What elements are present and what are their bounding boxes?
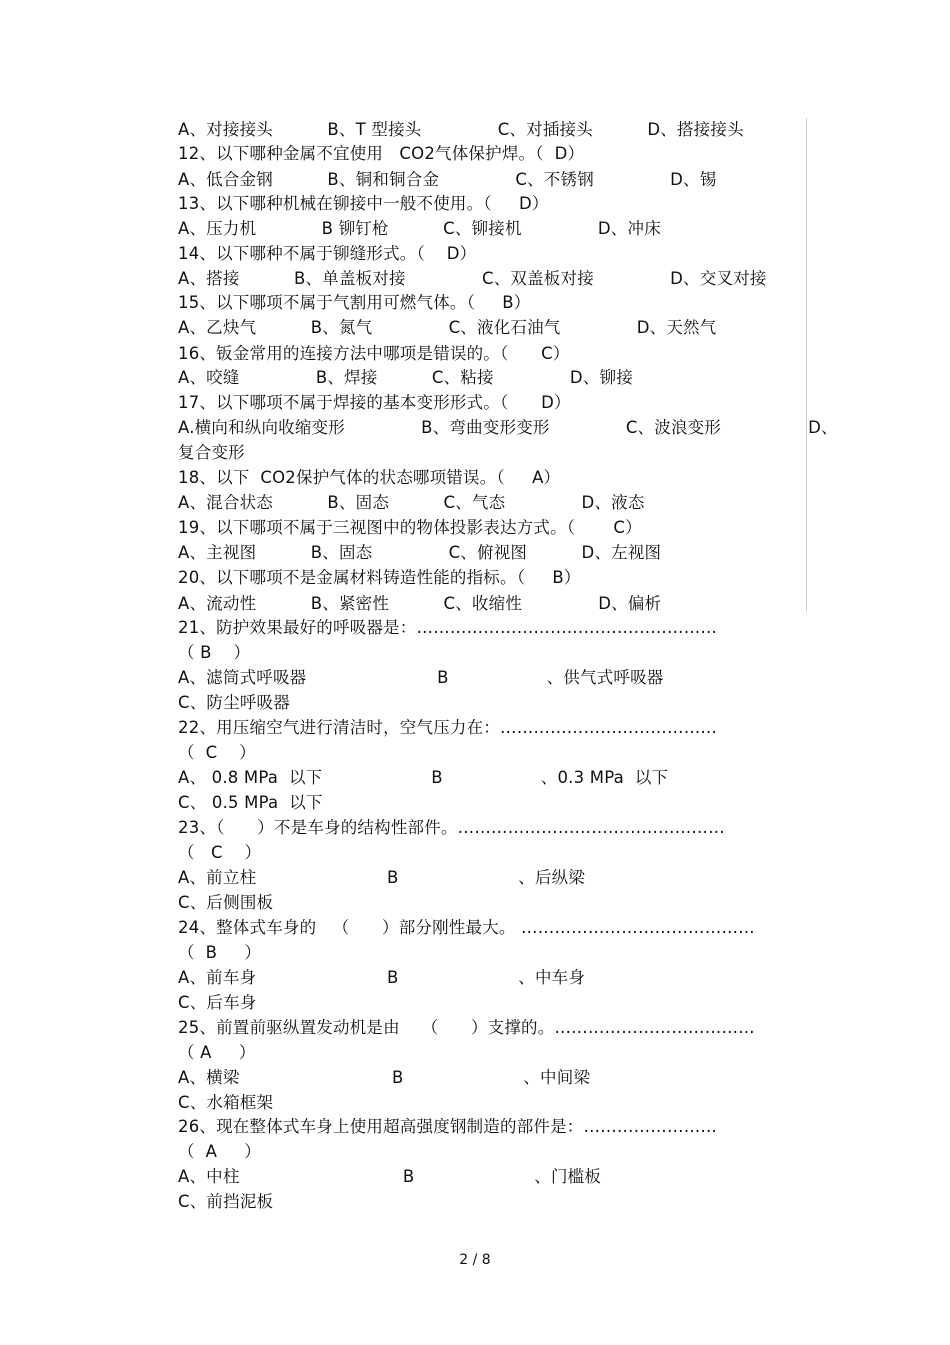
text-line: A、压力机 B 铆钉枪 C、铆接机 D、冲床: [178, 219, 661, 238]
text-line: 16、钣金常用的连接方法中哪项是错误的。（ C）: [178, 344, 570, 363]
page-number: 2 / 8: [459, 1252, 491, 1268]
text-line: 24、整体式车身的 （ ）部分刚性最大。 ……………………………………: [178, 918, 755, 937]
text-line: C、防尘呼吸器: [178, 693, 290, 712]
text-line: （ B ）: [178, 643, 251, 662]
column-rule: [806, 118, 807, 612]
text-line: 21、防护效果最好的呼吸器是：………………………………………………: [178, 618, 718, 637]
text-line: （ C ）: [178, 843, 262, 862]
text-line: C、后侧围板: [178, 893, 274, 912]
text-line: A.横向和纵向收缩变形 B、弯曲变形变形 C、波浪变形 D、: [178, 418, 838, 437]
text-line: A、搭接 B、单盖板对接 C、双盖板对接 D、交叉对接: [178, 269, 767, 288]
text-line: 13、以下哪种机械在铆接中一般不使用。（ D）: [178, 194, 549, 213]
text-line: A、前车身 B 、中车身: [178, 968, 586, 987]
text-line: （ B ）: [178, 943, 262, 962]
text-line: 12、以下哪种金属不宜使用 CO2气体保护焊。（ D）: [178, 144, 585, 163]
text-line: A、混合状态 B、固态 C、气态 D、液态: [178, 493, 645, 512]
text-line: C、水箱框架: [178, 1093, 274, 1112]
text-line: 14、以下哪种不属于铆缝形式。（ D）: [178, 244, 477, 263]
text-line: A、乙炔气 B、氮气 C、液化石油气 D、天然气: [178, 318, 717, 337]
text-line: 18、以下 CO2保护气体的状态哪项错误。（ A）: [178, 468, 561, 487]
text-line: A、咬缝 B、焊接 C、粘接 D、铆接: [178, 368, 633, 387]
text-line: A、流动性 B、紧密性 C、收缩性 D、偏析: [178, 594, 662, 613]
text-line: C、 0.5 MPa 以下: [178, 793, 323, 812]
text-line: （ A ）: [178, 1043, 256, 1062]
text-line: A、 0.8 MPa 以下 B 、0.3 MPa 以下: [178, 768, 669, 787]
text-line: 26、现在整体式车身上使用超高强度钢制造的部件是：……………………: [178, 1117, 718, 1136]
text-line: A、滤筒式呼吸器 B 、供气式呼吸器: [178, 668, 664, 687]
text-line: A、前立柱 B 、后纵梁: [178, 868, 586, 887]
text-line: 22、用压缩空气进行清洁时，空气压力在：…………………………………: [178, 718, 718, 737]
text-line: 25、前置前驱纵置发动机是由 （ ）支撑的。………………………………: [178, 1018, 755, 1037]
text-line: 20、以下哪项不是金属材料铸造性能的指标。（ B）: [178, 568, 581, 587]
text-line: A、对接接头 B、T 型接头 C、对插接头 D、搭接接头: [178, 120, 744, 139]
text-line: 23、（ ）不是车身的结构性部件。…………………………………………: [178, 818, 725, 837]
text-line: （ C ）: [178, 743, 256, 762]
text-line: C、前挡泥板: [178, 1192, 274, 1211]
text-line: A、中柱 B 、门槛板: [178, 1167, 602, 1186]
text-line: 17、以下哪项不属于焊接的基本变形形式。（ D）: [178, 393, 571, 412]
text-line: A、横梁 B 、中间梁: [178, 1068, 591, 1087]
text-line: A、低合金钢 B、铜和铜合金 C、不锈钢 D、锡: [178, 170, 717, 189]
text-line: C、后车身: [178, 993, 257, 1012]
text-line: A、主视图 B、固态 C、俯视图 D、左视图: [178, 543, 662, 562]
text-line: 复合变形: [178, 443, 245, 462]
text-line: （ A ）: [178, 1142, 262, 1161]
text-line: 19、以下哪项不属于三视图中的物体投影表达方式。（ C）: [178, 518, 642, 537]
text-line: 15、以下哪项不属于气割用可燃气体。（ B）: [178, 293, 531, 312]
